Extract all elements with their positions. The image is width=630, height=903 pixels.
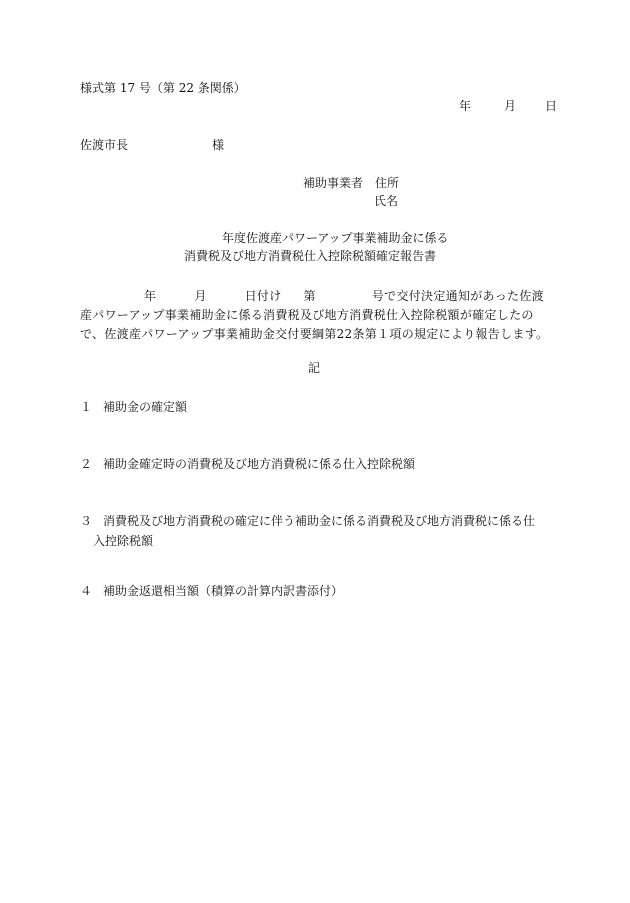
- date-day-label: 日: [545, 99, 558, 113]
- form-number: 様式第 17 号（第 22 条関係）: [80, 81, 246, 95]
- addressee-honorific: 様: [212, 138, 225, 152]
- list-item: [80, 511, 550, 551]
- applicant-role: 補助事業者: [303, 176, 364, 190]
- list-item: [80, 397, 550, 417]
- name-label: 氏名: [374, 194, 399, 208]
- item-number: ３: [80, 514, 93, 528]
- item-text: 消費税及び地方消費税の確定に伴う補助金に係る消費税及び地方消費税に係る仕: [103, 514, 536, 528]
- report-body: [80, 287, 550, 344]
- ki-heading: 記: [308, 361, 321, 375]
- report-title-line2: 消費税及び地方消費税仕入控除税額確定報告書: [184, 249, 437, 263]
- item-text: 補助金確定時の消費税及び地方消費税に係る仕入控除税額: [103, 457, 416, 471]
- date-month-label: 月: [504, 99, 517, 113]
- item-text: 補助金の確定額: [103, 400, 188, 414]
- item-number: １: [80, 400, 93, 414]
- list-item: [80, 581, 550, 601]
- applicant-block: [303, 177, 399, 189]
- addressee: [80, 139, 224, 151]
- item-text: 補助金返還相当額（積算の計算内訳書添付）: [103, 584, 344, 598]
- addressee-title: 佐渡市長: [80, 138, 129, 152]
- body-month: 月: [194, 289, 207, 303]
- item-number: ２: [80, 457, 93, 471]
- list-item: [80, 454, 550, 474]
- report-title-line1: 年度佐渡産パワーアップ事業補助金に係る: [222, 231, 449, 245]
- address-label: 住所: [375, 176, 400, 190]
- body-no-prefix: 第: [303, 289, 316, 303]
- body-text: 号で交付決定通知があった佐渡産パワーアップ事業補助金に係る消費税及び地方消費税仕入控除税額が確定したので、佐渡産パワーアップ事業補助金交付要綱第22条第１項の規定により報告します。: [80, 289, 549, 341]
- body-day: 日付け: [244, 289, 282, 303]
- date-year-label: 年: [459, 99, 472, 113]
- body-year: 年: [144, 289, 157, 303]
- item-number: ４: [80, 584, 93, 598]
- date-line: [459, 100, 557, 112]
- item-text-continued: 入控除税額: [93, 534, 154, 548]
